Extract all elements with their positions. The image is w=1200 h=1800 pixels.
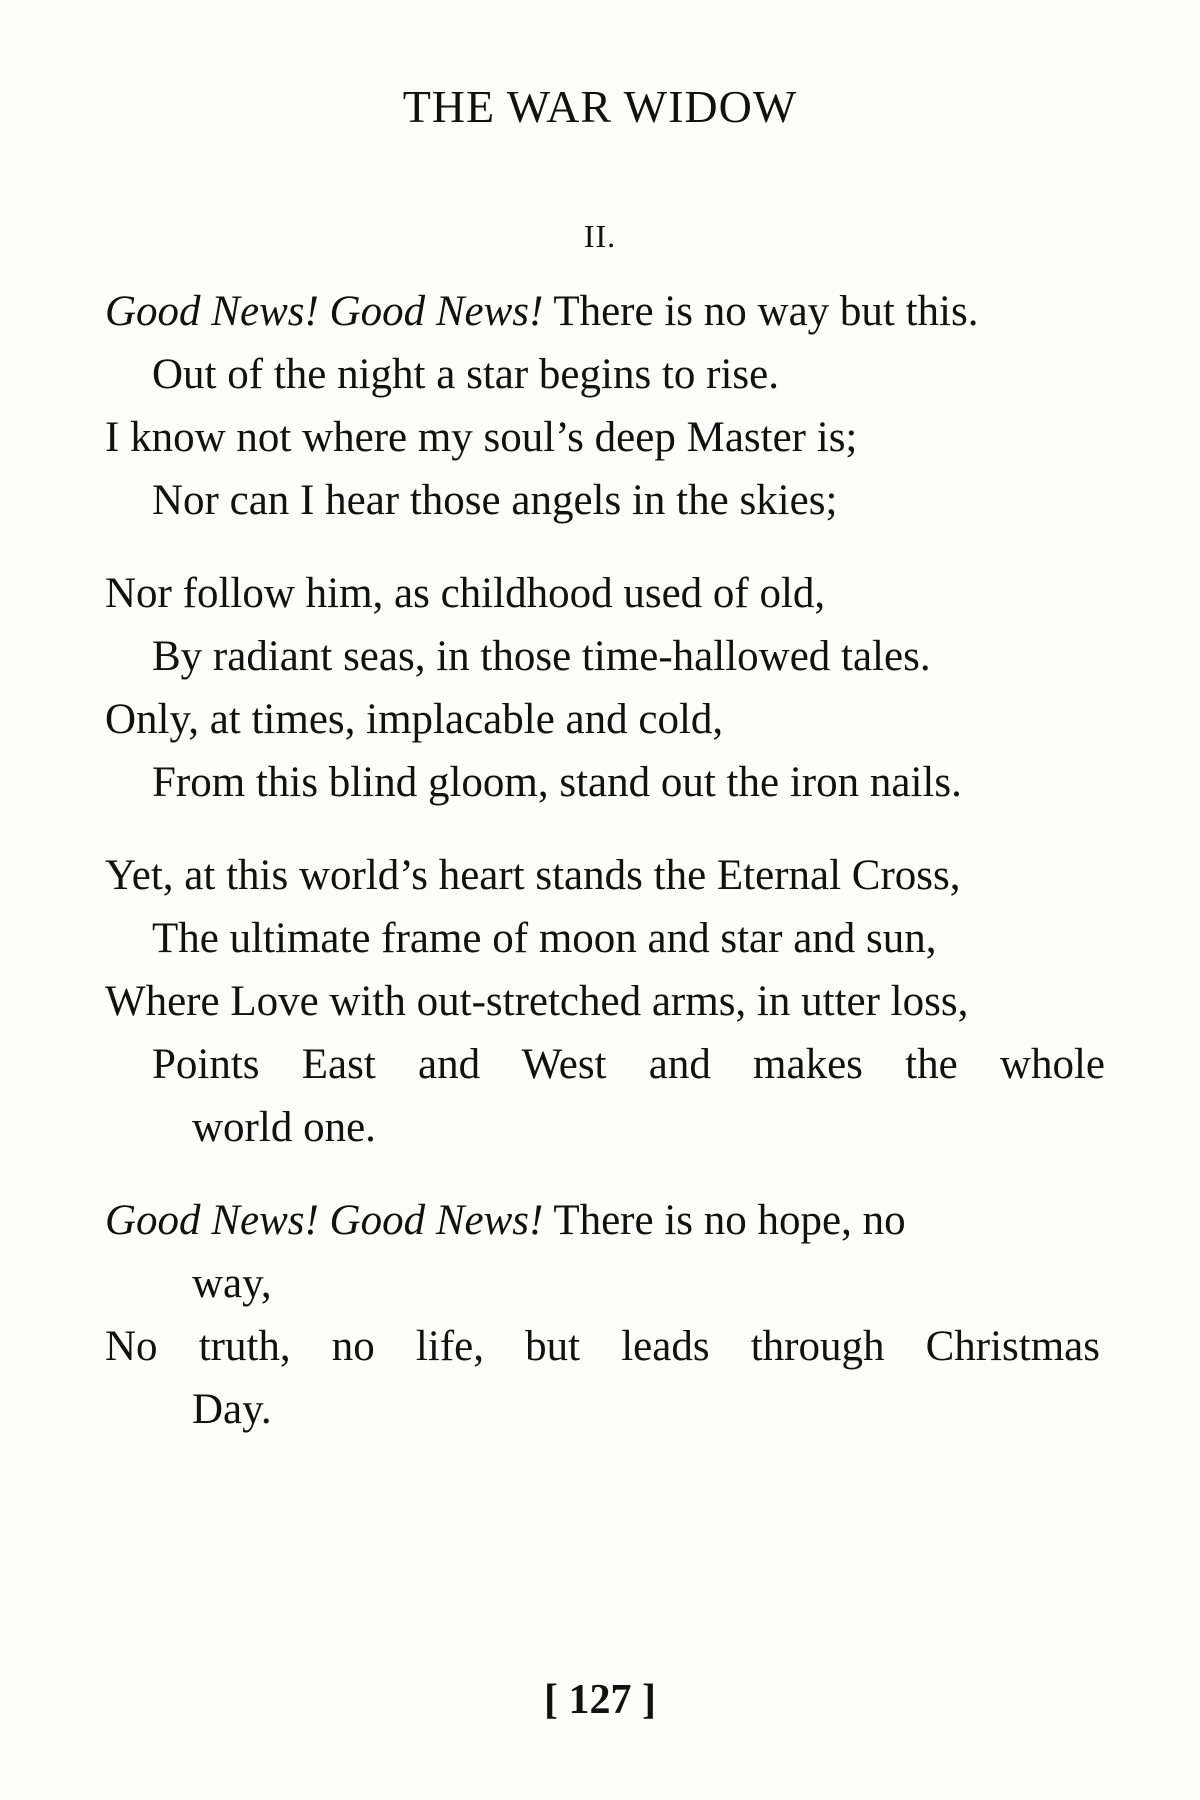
poem-line: No truth, no life, but leads through Christmas <box>105 1323 1100 1370</box>
section-number: II. <box>583 218 617 254</box>
poem-line: The ultimate frame of moon and star and sun, <box>152 915 937 962</box>
poem-line: Yet, at this world’s heart stands the Eternal Cross, <box>105 852 961 899</box>
poem-line: Nor follow him, as childhood used of old, <box>105 570 826 617</box>
stanza-1 <box>105 280 1105 532</box>
poem-body <box>105 280 1105 1471</box>
italic-exclamation: Good News! Good News! <box>105 288 544 335</box>
poem-line: Where Love with out-stretched arms, in utter loss, <box>105 978 969 1025</box>
stanza-4 <box>105 1189 1105 1441</box>
poem-line: Nor can I hear those angels in the skies; <box>152 477 838 524</box>
stanza-2 <box>105 562 1105 814</box>
page-number: [ 127 ] <box>544 1677 656 1723</box>
stanza-3 <box>105 844 1105 1159</box>
poem-line: From this blind gloom, stand out the iron nails. <box>152 759 962 806</box>
italic-exclamation: Good News! Good News! <box>105 1197 544 1244</box>
line-text: There is no hope, no <box>543 1197 906 1244</box>
poem-line <box>105 280 1105 343</box>
poem-line <box>105 1189 1105 1252</box>
poem-line: I know not where my soul’s deep Master is; <box>105 414 858 461</box>
running-title: THE WAR WIDOW <box>402 81 798 132</box>
poem-line: By radiant seas, in those time-hallowed tales. <box>152 633 931 680</box>
poem-line-continuation: way, <box>192 1260 272 1307</box>
poem-line: Only, at times, implacable and cold, <box>105 696 724 743</box>
poem-line: Out of the night a star begins to rise. <box>152 351 779 398</box>
line-text: There is no way but this. <box>543 288 979 335</box>
poem-line: Points East and West and makes the whole <box>152 1041 1105 1088</box>
poem-line-continuation: Day. <box>192 1386 272 1433</box>
poem-line-continuation: world one. <box>192 1104 376 1151</box>
